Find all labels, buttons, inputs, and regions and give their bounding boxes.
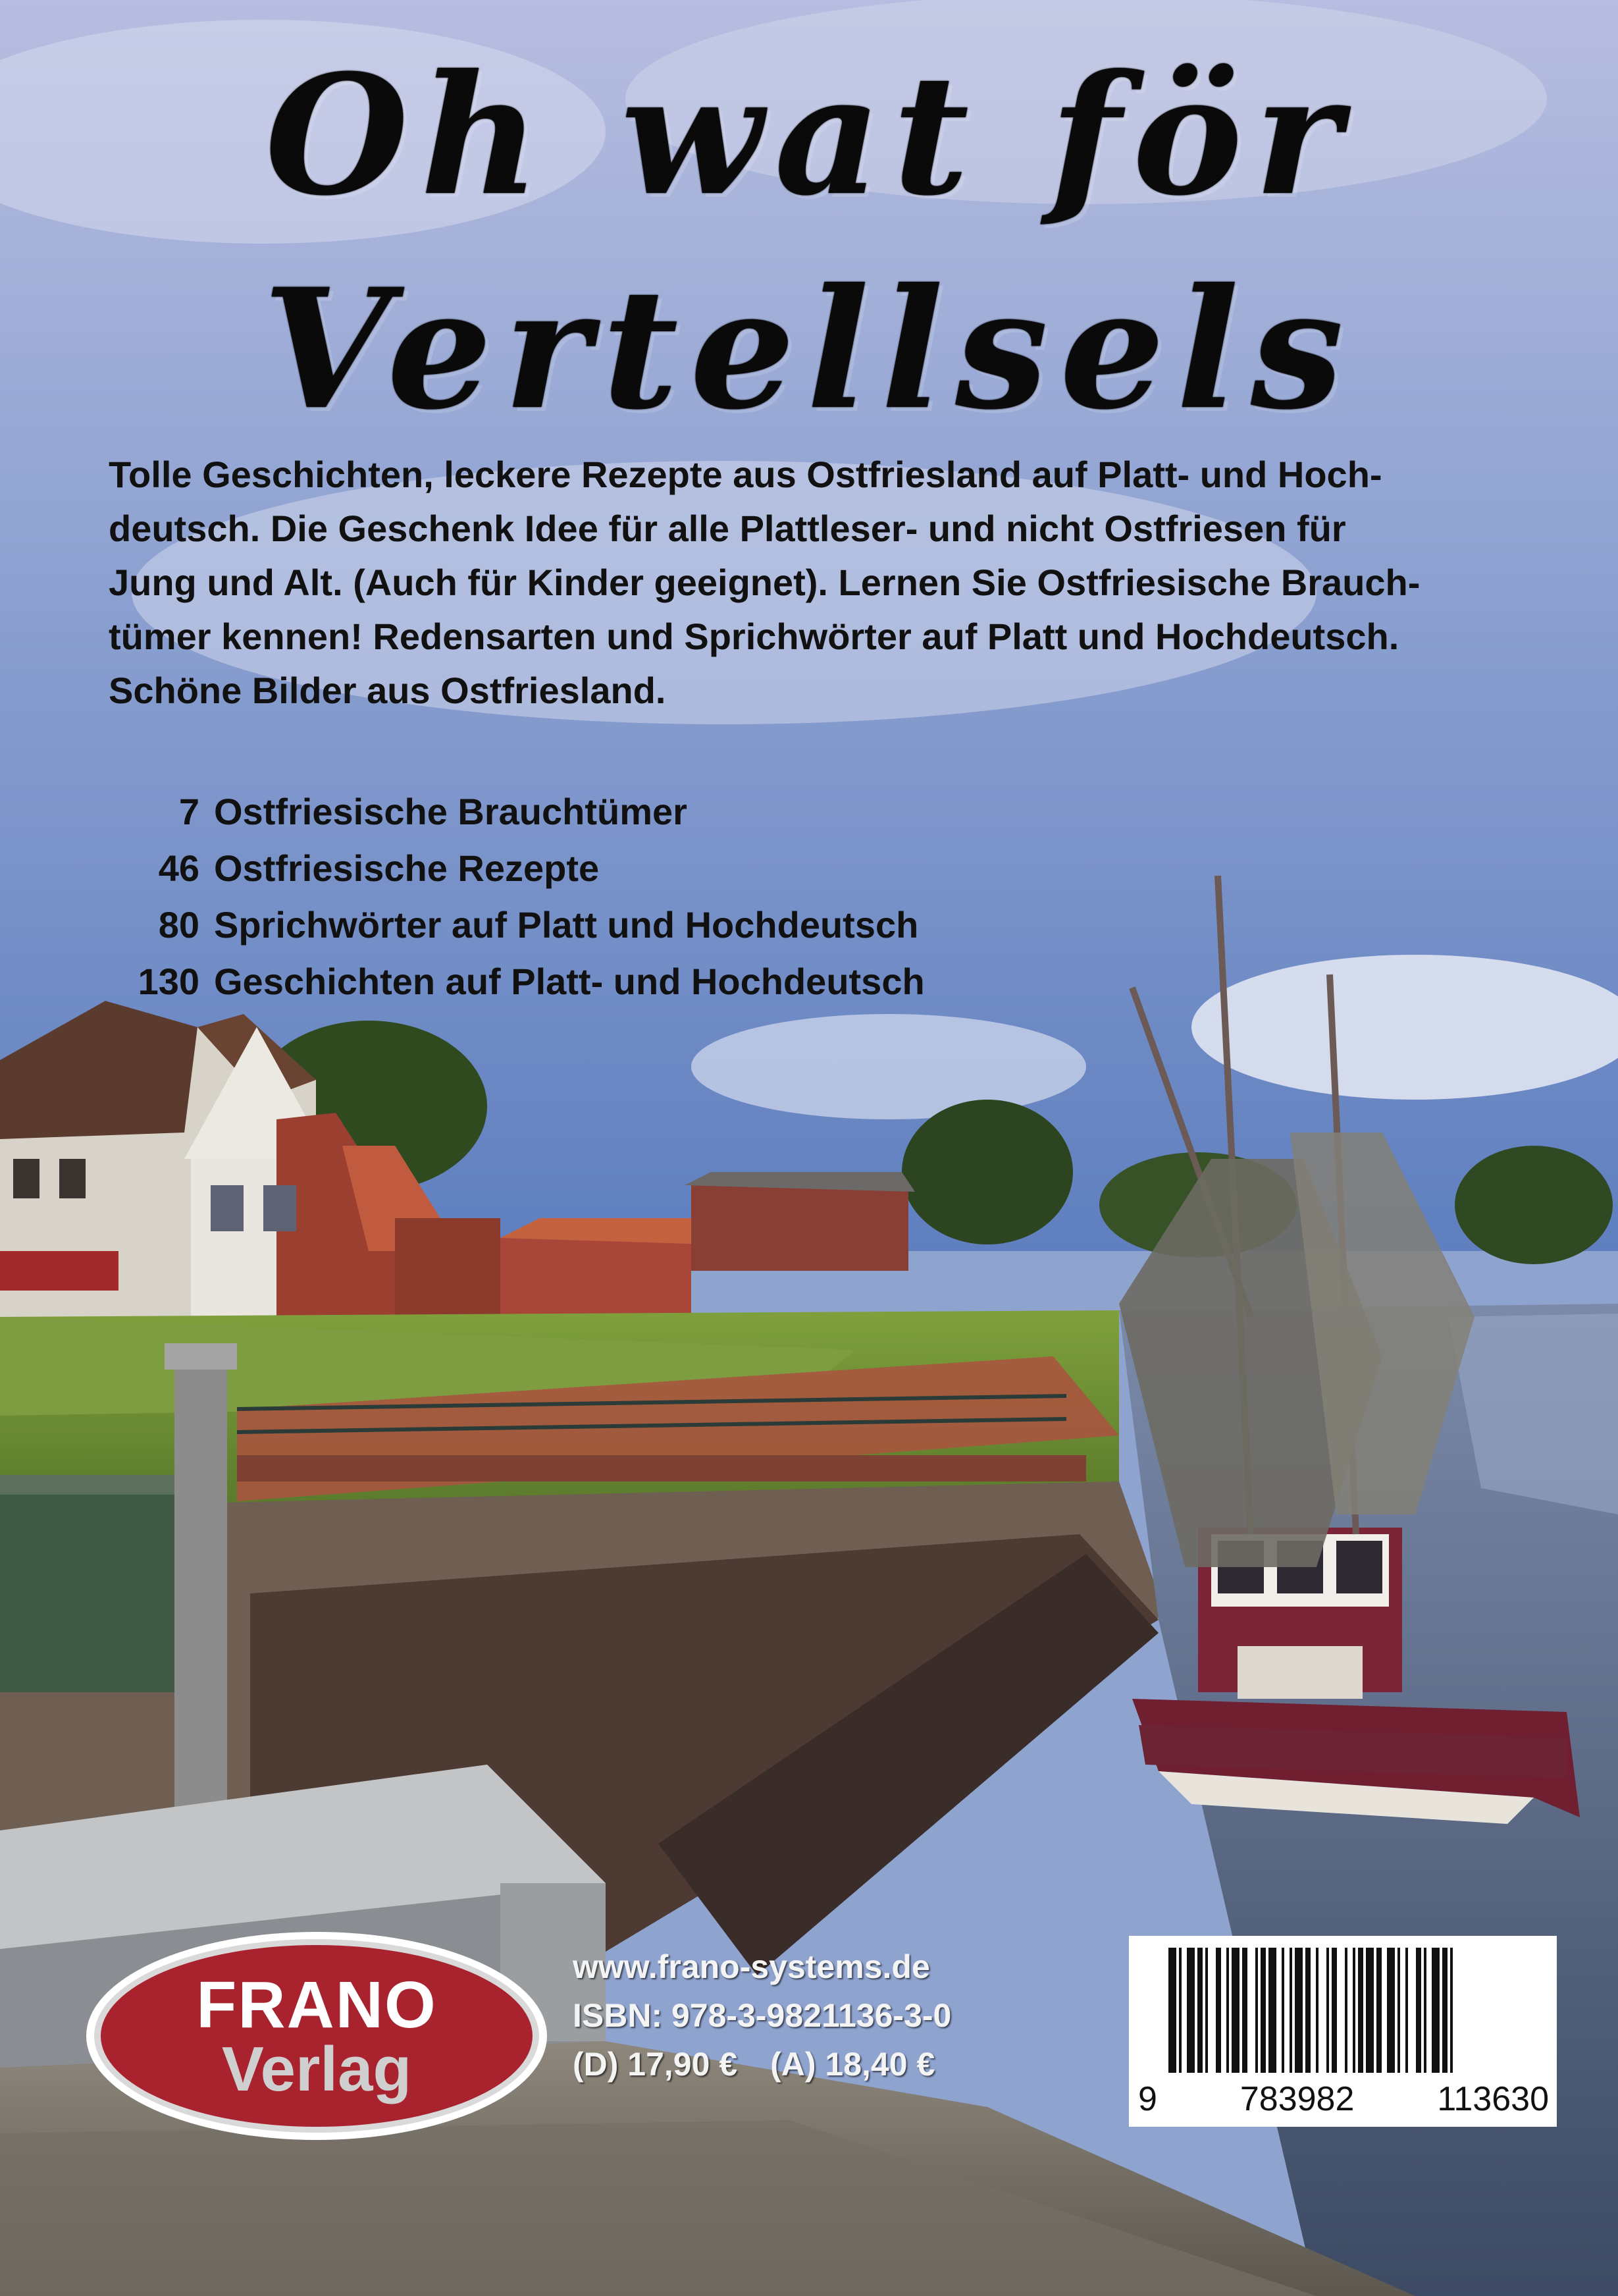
price-austria: (A) 18,40 € [770,2046,935,2083]
barcode-bar [1261,1948,1266,2073]
barcode-bar [1358,1948,1363,2073]
prices [573,2040,951,2089]
barcode-bar [1316,1948,1318,2073]
blurb-line: Jung und Alt. (Auch für Kinder geeignet). Lernen Sie Ostfriesische Brauch- [109,562,1421,603]
contents-item [109,840,925,897]
barcode-bar [1326,1948,1329,2073]
barcode-bar [1416,1948,1421,2073]
price-germany: (D) 17,90 € [573,2046,738,2083]
barcode-bar [1290,1948,1292,2073]
barcode-bar [1405,1948,1408,2073]
barcode-bar [1345,1948,1347,2073]
logo-word-frano: FRANO [196,1968,437,2042]
barcode-bar [1205,1948,1208,2073]
barcode-bar [1424,1948,1426,2073]
barcode-bar [1366,1948,1374,2073]
barcode-bar [1255,1948,1258,2073]
barcode-bar [1432,1948,1440,2073]
isbn-barcode [1129,1936,1557,2127]
contents-label: Sprichwörter auf Platt und Hochdeutsch [214,904,919,946]
contents-item [109,897,925,953]
barcode-bar [1168,1948,1176,2073]
contents-list [109,784,925,1010]
barcode-bar [1353,1948,1355,2073]
barcode-bar [1376,1948,1382,2073]
contents-label: Ostfriesische Rezepte [214,847,600,889]
barcode-bar [1197,1948,1203,2073]
contents-count: 46 [158,847,199,889]
blurb-line: tümer kennen! Redensarten und Sprichwörter auf Platt und Hochdeutsch. [109,616,1399,657]
contents-label: Ostfriesische Brauchtümer [214,791,687,832]
barcode-bar [1305,1948,1311,2073]
barcode-bar [1332,1948,1337,2073]
contents-label: Geschichten auf Platt- und Hochdeutsch [214,961,925,1002]
barcode-bar [1232,1948,1240,2073]
barcode-bar [1179,1948,1182,2073]
contents-count: 7 [178,791,199,832]
barcode-bar [1450,1948,1453,2073]
blurb-line: Tolle Geschichten, leckere Rezepte aus Ostfriesland auf Platt- und Hoch- [109,454,1382,495]
contents-count: 80 [158,904,199,946]
publisher-url[interactable]: www.frano-systems.de [573,1948,930,1985]
contents-count: 130 [138,961,199,1002]
barcode-bar [1442,1948,1448,2073]
barcode-digits [1129,2079,1557,2119]
publisher-logo [84,1929,549,2143]
book-title-line-1: Oh wat för [265,38,1353,232]
barcode-bar [1226,1948,1229,2073]
barcode-bar [1295,1948,1303,2073]
barcode-bar [1282,1948,1284,2073]
book-blurb [109,448,1524,718]
barcode-bar [1397,1948,1400,2073]
book-title-line-2: Vertellsels [263,252,1355,446]
blurb-line: deutsch. Die Geschenk Idee für alle Plattleser- und nicht Ostfriesen für [109,508,1346,549]
barcode-group-2: 113630 [1437,2080,1549,2118]
isbn: ISBN: 978-3-9821136-3-0 [573,1997,952,2034]
contents-item [109,784,925,840]
logo-word-verlag: Verlag [221,2034,412,2104]
barcode-bar [1268,1948,1276,2073]
blurb-line: Schöne Bilder aus Ostfriesland. [109,670,666,711]
publisher-info [573,1942,951,2089]
barcode-bar [1242,1948,1247,2073]
barcode-bar [1387,1948,1395,2073]
barcode-first-digit: 9 [1138,2080,1157,2118]
contents-item [109,953,925,1010]
barcode-group-1: 783982 [1240,2080,1355,2118]
barcode-bar [1216,1948,1221,2073]
barcode-bar [1187,1948,1195,2073]
